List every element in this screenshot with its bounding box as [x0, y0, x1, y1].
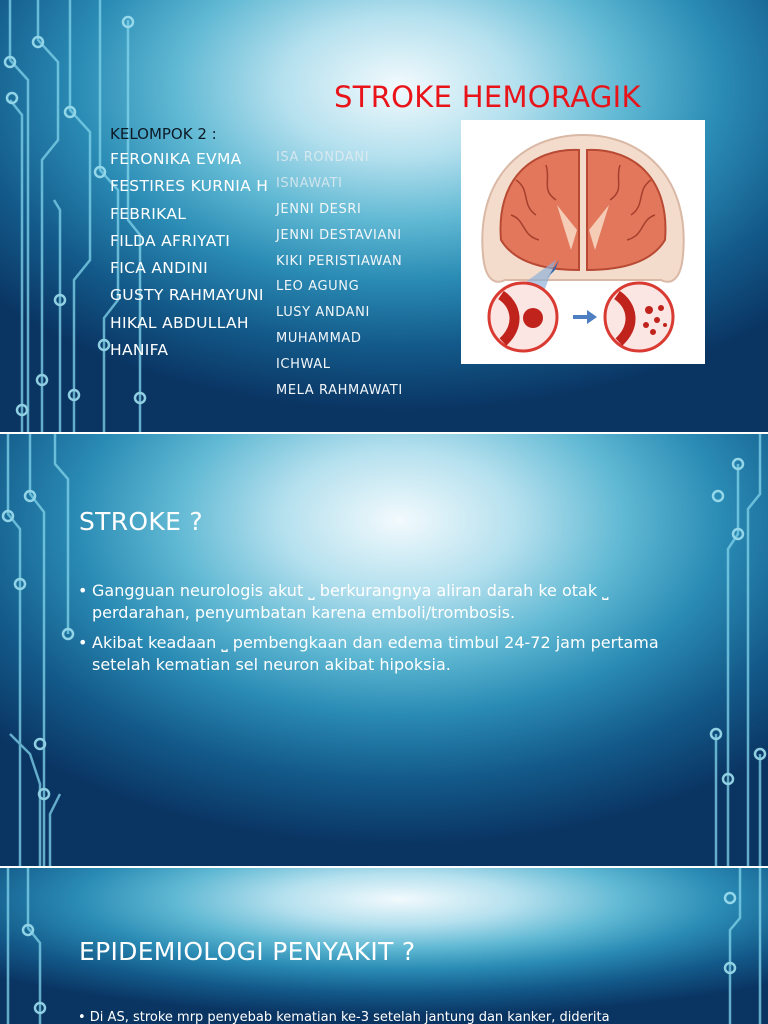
- member-name: MUHAMMAD: [276, 331, 362, 347]
- group-label: KELOMPOK 2 :: [110, 125, 217, 143]
- member-name: FICA ANDINI: [110, 259, 209, 278]
- circuit-decoration-left: [0, 868, 60, 1024]
- slide-heading: EPIDEMIOLOGI PENYAKIT ?: [79, 937, 416, 966]
- member-name: JENNI DESRI: [276, 201, 362, 217]
- member-name: HIKAL ABDULLAH: [110, 313, 249, 332]
- slide-title-text: STROKE HEMORAGIK: [334, 80, 641, 114]
- slide-stroke: [0, 434, 768, 866]
- member-name: FERONIKA EVMA: [110, 150, 242, 168]
- member-name: LEO AGUNG: [276, 279, 360, 295]
- brain-hemorrhage-image: [461, 120, 705, 364]
- member-name: FEBRIKAL: [110, 204, 187, 223]
- bullet-item: • Di AS, stroke mrp penyebab kematian ke-3 setelah jantung dan kanker, diderita: [78, 1010, 610, 1024]
- member-name: LUSY ANDANI: [276, 305, 370, 321]
- brain-illustration: [461, 120, 705, 364]
- bullet-item: • Akibat keadaan ⎵ pembengkaan dan edema timbul 24-72 jam pertama setelah kematian sel neuron akibat hipoksia.: [78, 632, 698, 676]
- member-name: ISNAWATI: [276, 175, 343, 191]
- members-list-left: [110, 150, 268, 368]
- circuit-decoration-right: [698, 434, 768, 866]
- members-list-right: [276, 150, 403, 409]
- member-name: MELA RAHMAWATI: [276, 383, 403, 399]
- slide-epidemiology: [0, 868, 768, 1024]
- member-name: KIKI PERISTIAWAN: [276, 253, 403, 269]
- member-name: FESTIRES KURNIA H: [110, 177, 269, 196]
- bullet-list: [78, 580, 698, 684]
- circuit-decoration-left: [0, 434, 80, 866]
- member-name: GUSTY RAHMAYUNI: [110, 286, 264, 305]
- member-name: JENNI DESTAVIANI: [276, 227, 402, 243]
- member-name: ICHWAL: [276, 357, 331, 373]
- member-name: ISA RONDANI: [276, 150, 370, 165]
- slide-title: [0, 0, 768, 432]
- circuit-decoration-right: [708, 868, 768, 1024]
- bullet-item: • Gangguan neurologis akut ⎵ berkurangnya aliran darah ke otak ⎵ perdarahan, penyumbatan karena emboli/trombosis.: [78, 580, 698, 624]
- member-name: HANIFA: [110, 341, 169, 360]
- slide-heading: STROKE ?: [79, 507, 203, 536]
- member-name: FILDA AFRIYATI: [110, 231, 231, 250]
